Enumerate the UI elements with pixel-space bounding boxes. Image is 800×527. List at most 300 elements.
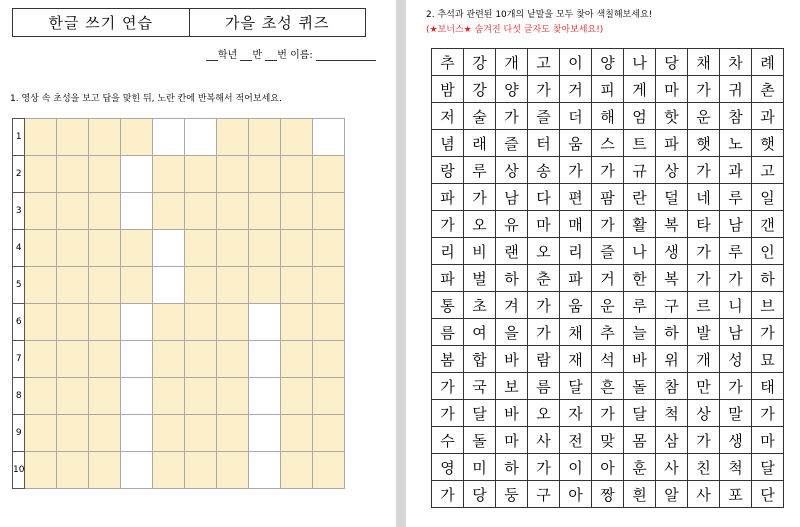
letter-cell[interactable]: 석 (592, 346, 624, 373)
letter-cell[interactable]: 둥 (496, 481, 528, 508)
yellow-practice-cell[interactable] (153, 341, 185, 378)
yellow-practice-cell[interactable] (121, 230, 153, 267)
yellow-practice-cell[interactable] (25, 193, 57, 230)
letter-cell[interactable]: 술 (464, 103, 496, 130)
letter-cell[interactable]: 하 (752, 265, 784, 292)
yellow-practice-cell[interactable] (217, 452, 249, 489)
letter-cell[interactable]: 다 (528, 184, 560, 211)
letter-cell[interactable]: 루 (720, 184, 752, 211)
letter-cell[interactable]: 채 (688, 49, 720, 76)
letter-cell[interactable]: 촌 (752, 76, 784, 103)
letter-cell[interactable]: 거 (560, 76, 592, 103)
yellow-practice-cell[interactable] (281, 378, 313, 415)
letter-cell[interactable]: 추 (592, 319, 624, 346)
letter-cell[interactable]: 을 (496, 319, 528, 346)
row-number: 7 (13, 341, 25, 378)
word-search-row (432, 400, 784, 427)
letter-cell[interactable]: 게 (624, 76, 656, 103)
yellow-practice-cell[interactable] (281, 341, 313, 378)
letter-cell[interactable]: 가 (592, 157, 624, 184)
letter-cell[interactable]: 몸 (624, 427, 656, 454)
letter-cell[interactable]: 하 (496, 265, 528, 292)
letter-cell[interactable]: 구 (656, 292, 688, 319)
yellow-practice-cell[interactable] (313, 452, 345, 489)
letter-cell[interactable]: 개 (688, 346, 720, 373)
letter-cell[interactable]: 남 (720, 211, 752, 238)
letter-cell[interactable]: 돌 (464, 427, 496, 454)
letter-cell[interactable]: 름 (432, 319, 464, 346)
letter-cell[interactable]: 오 (528, 400, 560, 427)
yellow-practice-cell[interactable] (25, 415, 57, 452)
letter-cell[interactable]: 트 (624, 130, 656, 157)
name-blank[interactable] (316, 50, 376, 61)
letter-cell[interactable]: 가 (688, 157, 720, 184)
letter-cell[interactable]: 척 (720, 454, 752, 481)
blank-cell[interactable] (121, 341, 153, 378)
yellow-practice-cell[interactable] (185, 230, 217, 267)
yellow-practice-cell[interactable] (57, 119, 89, 156)
letter-cell[interactable]: 저 (432, 103, 464, 130)
blank-cell[interactable] (249, 452, 281, 489)
letter-cell[interactable]: 통 (432, 292, 464, 319)
yellow-practice-cell[interactable] (89, 341, 121, 378)
letter-cell[interactable]: 추 (432, 49, 464, 76)
letter-cell[interactable]: 맞 (592, 427, 624, 454)
letter-cell[interactable]: 즐 (528, 103, 560, 130)
letter-cell[interactable]: 짱 (592, 481, 624, 508)
letter-cell[interactable]: 가 (432, 373, 464, 400)
yellow-practice-cell[interactable] (185, 267, 217, 304)
yellow-practice-cell[interactable] (153, 156, 185, 193)
letter-cell[interactable]: 만 (688, 373, 720, 400)
letter-cell[interactable]: 겨 (496, 292, 528, 319)
letter-cell[interactable]: 규 (624, 157, 656, 184)
letter-cell[interactable]: 나 (624, 49, 656, 76)
letter-cell[interactable]: 아 (592, 454, 624, 481)
yellow-practice-cell[interactable] (89, 415, 121, 452)
yellow-practice-cell[interactable] (57, 341, 89, 378)
letter-cell[interactable]: 과 (752, 103, 784, 130)
letter-cell[interactable]: 차 (720, 49, 752, 76)
letter-cell[interactable]: 르 (688, 292, 720, 319)
letter-cell[interactable]: 사 (688, 481, 720, 508)
blank-cell[interactable] (185, 119, 217, 156)
letter-cell[interactable]: 벌 (464, 265, 496, 292)
letter-cell[interactable]: 참 (656, 373, 688, 400)
letter-cell[interactable]: 거 (592, 265, 624, 292)
letter-cell[interactable]: 마 (752, 427, 784, 454)
letter-cell[interactable]: 가 (528, 454, 560, 481)
yellow-practice-cell[interactable] (217, 119, 249, 156)
letter-cell[interactable]: 해 (592, 103, 624, 130)
letter-cell[interactable]: 오 (464, 211, 496, 238)
letter-cell[interactable]: 움 (560, 292, 592, 319)
yellow-practice-cell[interactable] (281, 415, 313, 452)
yellow-practice-cell[interactable] (281, 452, 313, 489)
letter-cell[interactable]: 묘 (752, 346, 784, 373)
letter-cell[interactable]: 복 (656, 211, 688, 238)
yellow-practice-cell[interactable] (121, 267, 153, 304)
letter-cell[interactable]: 바 (624, 346, 656, 373)
letter-cell[interactable]: 당 (656, 49, 688, 76)
yellow-practice-cell[interactable] (25, 230, 57, 267)
yellow-practice-cell[interactable] (185, 378, 217, 415)
letter-cell[interactable]: 가 (560, 157, 592, 184)
yellow-practice-cell[interactable] (121, 119, 153, 156)
yellow-practice-cell[interactable] (217, 378, 249, 415)
letter-cell[interactable]: 말 (720, 400, 752, 427)
yellow-practice-cell[interactable] (217, 156, 249, 193)
yellow-practice-cell[interactable] (313, 341, 345, 378)
yellow-practice-cell[interactable] (313, 230, 345, 267)
letter-cell[interactable]: 운 (592, 292, 624, 319)
letter-cell[interactable]: 달 (464, 400, 496, 427)
letter-cell[interactable]: 송 (528, 157, 560, 184)
letter-cell[interactable]: 햇 (752, 130, 784, 157)
yellow-practice-cell[interactable] (281, 193, 313, 230)
letter-cell[interactable]: 초 (464, 292, 496, 319)
letter-cell[interactable]: 달 (560, 373, 592, 400)
yellow-practice-cell[interactable] (313, 267, 345, 304)
yellow-practice-cell[interactable] (57, 415, 89, 452)
letter-cell[interactable]: 이 (560, 454, 592, 481)
letter-cell[interactable]: 전 (560, 427, 592, 454)
yellow-practice-cell[interactable] (249, 193, 281, 230)
blank-cell[interactable] (121, 193, 153, 230)
yellow-practice-cell[interactable] (25, 304, 57, 341)
letter-cell[interactable]: 합 (464, 346, 496, 373)
letter-cell[interactable]: 흔 (592, 373, 624, 400)
yellow-practice-cell[interactable] (185, 452, 217, 489)
yellow-practice-cell[interactable] (249, 156, 281, 193)
letter-cell[interactable]: 춘 (528, 265, 560, 292)
yellow-practice-cell[interactable] (25, 378, 57, 415)
writing-practice-grid (12, 118, 345, 489)
letter-cell[interactable]: 훈 (624, 454, 656, 481)
letter-cell[interactable]: 브 (752, 292, 784, 319)
letter-cell[interactable]: 엄 (624, 103, 656, 130)
yellow-practice-cell[interactable] (217, 415, 249, 452)
letter-cell[interactable]: 강 (464, 49, 496, 76)
yellow-practice-cell[interactable] (57, 267, 89, 304)
yellow-practice-cell[interactable] (217, 230, 249, 267)
blank-cell[interactable] (121, 452, 153, 489)
yellow-practice-cell[interactable] (57, 304, 89, 341)
letter-cell[interactable]: 랜 (496, 238, 528, 265)
blank-cell[interactable] (249, 378, 281, 415)
yellow-practice-cell[interactable] (89, 452, 121, 489)
letter-cell[interactable]: 생 (720, 427, 752, 454)
yellow-practice-cell[interactable] (313, 378, 345, 415)
letter-cell[interactable]: 참 (720, 103, 752, 130)
letter-cell[interactable]: 터 (528, 130, 560, 157)
letter-cell[interactable]: 상 (688, 400, 720, 427)
letter-cell[interactable]: 갠 (752, 211, 784, 238)
blank-cell[interactable] (153, 267, 185, 304)
letter-cell[interactable]: 가 (688, 76, 720, 103)
letter-cell[interactable]: 파 (432, 184, 464, 211)
letter-cell[interactable]: 일 (752, 184, 784, 211)
letter-cell[interactable]: 편 (560, 184, 592, 211)
letter-cell[interactable]: 파 (560, 265, 592, 292)
letter-cell[interactable]: 발 (688, 319, 720, 346)
yellow-practice-cell[interactable] (153, 304, 185, 341)
letter-cell[interactable]: 고 (752, 157, 784, 184)
letter-cell[interactable]: 가 (496, 103, 528, 130)
yellow-practice-cell[interactable] (89, 230, 121, 267)
yellow-practice-cell[interactable] (313, 156, 345, 193)
letter-cell[interactable]: 바 (496, 346, 528, 373)
yellow-practice-cell[interactable] (89, 378, 121, 415)
letter-cell[interactable]: 국 (464, 373, 496, 400)
yellow-practice-cell[interactable] (57, 230, 89, 267)
letter-cell[interactable]: 활 (624, 211, 656, 238)
letter-cell[interactable]: 귀 (720, 76, 752, 103)
yellow-practice-cell[interactable] (185, 304, 217, 341)
letter-cell[interactable]: 가 (720, 265, 752, 292)
letter-cell[interactable]: 가 (688, 265, 720, 292)
letter-cell[interactable]: 즐 (592, 238, 624, 265)
letter-cell[interactable]: 파 (656, 130, 688, 157)
letter-cell[interactable]: 남 (496, 184, 528, 211)
letter-cell[interactable]: 밤 (432, 76, 464, 103)
blank-cell[interactable] (121, 304, 153, 341)
letter-cell[interactable]: 아 (560, 481, 592, 508)
letter-cell[interactable]: 수 (432, 427, 464, 454)
yellow-practice-cell[interactable] (25, 156, 57, 193)
yellow-practice-cell[interactable] (281, 267, 313, 304)
letter-cell[interactable]: 마 (528, 211, 560, 238)
class-blank[interactable] (240, 50, 252, 61)
letter-cell[interactable]: 남 (720, 319, 752, 346)
letter-cell[interactable]: 척 (656, 400, 688, 427)
yellow-practice-cell[interactable] (281, 119, 313, 156)
letter-cell[interactable]: 사 (656, 454, 688, 481)
letter-cell[interactable]: 덜 (656, 184, 688, 211)
letter-cell[interactable]: 핫 (656, 103, 688, 130)
letter-cell[interactable]: 가 (464, 184, 496, 211)
blank-cell[interactable] (153, 230, 185, 267)
letter-cell[interactable]: 늘 (624, 319, 656, 346)
word-search-row (432, 346, 784, 373)
letter-cell[interactable]: 파 (432, 265, 464, 292)
letter-cell[interactable]: 돌 (624, 373, 656, 400)
number-blank[interactable] (265, 50, 277, 61)
letter-cell[interactable]: 친 (688, 454, 720, 481)
letter-cell[interactable]: 네 (688, 184, 720, 211)
yellow-practice-cell[interactable] (89, 193, 121, 230)
blank-cell[interactable] (249, 304, 281, 341)
letter-cell[interactable]: 가 (432, 481, 464, 508)
letter-cell[interactable]: 름 (528, 373, 560, 400)
letter-cell[interactable]: 가 (688, 427, 720, 454)
yellow-practice-cell[interactable] (217, 267, 249, 304)
letter-cell[interactable]: 상 (656, 157, 688, 184)
letter-cell[interactable]: 미 (464, 454, 496, 481)
letter-cell[interactable]: 노 (720, 130, 752, 157)
letter-cell[interactable]: 루 (720, 238, 752, 265)
yellow-practice-cell[interactable] (217, 341, 249, 378)
letter-cell[interactable]: 마 (656, 76, 688, 103)
letter-cell[interactable]: 햇 (688, 130, 720, 157)
blank-cell[interactable] (121, 156, 153, 193)
letter-cell[interactable]: 가 (528, 292, 560, 319)
letter-cell[interactable]: 양 (496, 76, 528, 103)
yellow-practice-cell[interactable] (89, 304, 121, 341)
letter-cell[interactable]: 가 (720, 373, 752, 400)
letter-cell[interactable]: 바 (496, 400, 528, 427)
letter-cell[interactable]: 자 (560, 400, 592, 427)
yellow-practice-cell[interactable] (25, 452, 57, 489)
blank-cell[interactable] (121, 415, 153, 452)
letter-cell[interactable]: 위 (656, 346, 688, 373)
yellow-practice-cell[interactable] (25, 119, 57, 156)
yellow-practice-cell[interactable] (185, 415, 217, 452)
letter-cell[interactable]: 움 (560, 130, 592, 157)
yellow-practice-cell[interactable] (313, 415, 345, 452)
letter-cell[interactable]: 고 (528, 49, 560, 76)
yellow-practice-cell[interactable] (153, 415, 185, 452)
letter-cell[interactable]: 성 (720, 346, 752, 373)
letter-cell[interactable]: 피 (592, 76, 624, 103)
blank-cell[interactable] (249, 415, 281, 452)
letter-cell[interactable]: 하 (496, 454, 528, 481)
blank-cell[interactable] (121, 378, 153, 415)
letter-cell[interactable]: 랑 (432, 157, 464, 184)
letter-cell[interactable]: 달 (624, 400, 656, 427)
letter-cell[interactable]: 더 (560, 103, 592, 130)
yellow-practice-cell[interactable] (249, 267, 281, 304)
letter-cell[interactable]: 리 (560, 238, 592, 265)
yellow-practice-cell[interactable] (217, 304, 249, 341)
grade-blank[interactable] (206, 50, 218, 61)
letter-cell[interactable]: 타 (688, 211, 720, 238)
letter-cell[interactable]: 달 (752, 454, 784, 481)
letter-cell[interactable]: 유 (496, 211, 528, 238)
letter-cell[interactable]: 가 (528, 76, 560, 103)
letter-cell[interactable]: 가 (592, 400, 624, 427)
letter-cell[interactable]: 념 (432, 130, 464, 157)
letter-cell[interactable]: 운 (688, 103, 720, 130)
letter-cell[interactable]: 구 (528, 481, 560, 508)
letter-cell[interactable]: 영 (432, 454, 464, 481)
yellow-practice-cell[interactable] (89, 119, 121, 156)
yellow-practice-cell[interactable] (185, 341, 217, 378)
letter-cell[interactable]: 나 (624, 238, 656, 265)
letter-cell[interactable]: 과 (720, 157, 752, 184)
letter-cell[interactable]: 한 (624, 265, 656, 292)
blank-cell[interactable] (313, 119, 345, 156)
question-2: 2. 추석과 관련된 10개의 낱말을 모두 찾아 색칠해보세요! (426, 10, 653, 20)
yellow-practice-cell[interactable] (25, 267, 57, 304)
letter-cell[interactable]: 가 (592, 211, 624, 238)
blank-cell[interactable] (249, 341, 281, 378)
yellow-practice-cell[interactable] (217, 193, 249, 230)
yellow-practice-cell[interactable] (153, 378, 185, 415)
letter-cell[interactable]: 팜 (592, 184, 624, 211)
letter-cell[interactable]: 니 (720, 292, 752, 319)
yellow-practice-cell[interactable] (313, 193, 345, 230)
practice-row (13, 341, 345, 378)
letter-cell[interactable]: 즐 (496, 130, 528, 157)
yellow-practice-cell[interactable] (89, 156, 121, 193)
yellow-practice-cell[interactable] (281, 230, 313, 267)
letter-cell[interactable]: 상 (496, 157, 528, 184)
letter-cell[interactable]: 태 (752, 373, 784, 400)
letter-cell[interactable]: 스 (592, 130, 624, 157)
letter-cell[interactable]: 당 (464, 481, 496, 508)
letter-cell[interactable]: 례 (752, 49, 784, 76)
yellow-practice-cell[interactable] (57, 193, 89, 230)
letter-cell[interactable]: 가 (528, 319, 560, 346)
yellow-practice-cell[interactable] (153, 193, 185, 230)
question-1: 1. 영상 속 초성을 보고 답을 맞힌 뒤, 노란 칸에 반복해서 적어보세요. (10, 94, 282, 104)
letter-cell[interactable]: 오 (528, 238, 560, 265)
yellow-practice-cell[interactable] (153, 452, 185, 489)
letter-cell[interactable]: 단 (752, 481, 784, 508)
letter-cell[interactable]: 가 (752, 319, 784, 346)
yellow-practice-cell[interactable] (185, 156, 217, 193)
yellow-practice-cell[interactable] (57, 156, 89, 193)
letter-cell[interactable]: 생 (656, 238, 688, 265)
yellow-practice-cell[interactable] (249, 119, 281, 156)
letter-cell[interactable]: 알 (656, 481, 688, 508)
letter-cell[interactable]: 삼 (656, 427, 688, 454)
letter-cell[interactable]: 루 (464, 157, 496, 184)
yellow-practice-cell[interactable] (89, 267, 121, 304)
letter-cell[interactable]: 양 (592, 49, 624, 76)
letter-cell[interactable]: 람 (528, 346, 560, 373)
letter-cell[interactable]: 사 (528, 427, 560, 454)
yellow-practice-cell[interactable] (313, 304, 345, 341)
letter-cell[interactable]: 하 (656, 319, 688, 346)
letter-cell[interactable]: 봄 (432, 346, 464, 373)
yellow-practice-cell[interactable] (281, 156, 313, 193)
letter-cell[interactable]: 가 (752, 400, 784, 427)
letter-cell[interactable]: 이 (560, 49, 592, 76)
letter-cell[interactable]: 여 (464, 319, 496, 346)
letter-cell[interactable]: 래 (464, 130, 496, 157)
yellow-practice-cell[interactable] (249, 230, 281, 267)
letter-cell[interactable]: 흰 (624, 481, 656, 508)
word-search-row (432, 238, 784, 265)
blank-cell[interactable] (153, 119, 185, 156)
yellow-practice-cell[interactable] (57, 378, 89, 415)
letter-cell[interactable]: 복 (656, 265, 688, 292)
letter-cell[interactable]: 가 (688, 238, 720, 265)
worksheet-right-page (406, 0, 800, 527)
letter-cell[interactable]: 루 (624, 292, 656, 319)
letter-cell[interactable]: 인 (752, 238, 784, 265)
letter-cell[interactable]: 매 (560, 211, 592, 238)
letter-cell[interactable]: 리 (432, 238, 464, 265)
yellow-practice-cell[interactable] (57, 452, 89, 489)
letter-cell[interactable]: 재 (560, 346, 592, 373)
letter-cell[interactable]: 강 (464, 76, 496, 103)
letter-cell[interactable]: 란 (624, 184, 656, 211)
letter-cell[interactable]: 마 (496, 427, 528, 454)
yellow-practice-cell[interactable] (25, 341, 57, 378)
letter-cell[interactable]: 보 (496, 373, 528, 400)
letter-cell[interactable]: 포 (720, 481, 752, 508)
letter-cell[interactable]: 채 (560, 319, 592, 346)
yellow-practice-cell[interactable] (281, 304, 313, 341)
letter-cell[interactable]: 개 (496, 49, 528, 76)
yellow-practice-cell[interactable] (185, 193, 217, 230)
letter-cell[interactable]: 비 (464, 238, 496, 265)
letter-cell[interactable]: 가 (432, 400, 464, 427)
letter-cell[interactable]: 가 (432, 211, 464, 238)
